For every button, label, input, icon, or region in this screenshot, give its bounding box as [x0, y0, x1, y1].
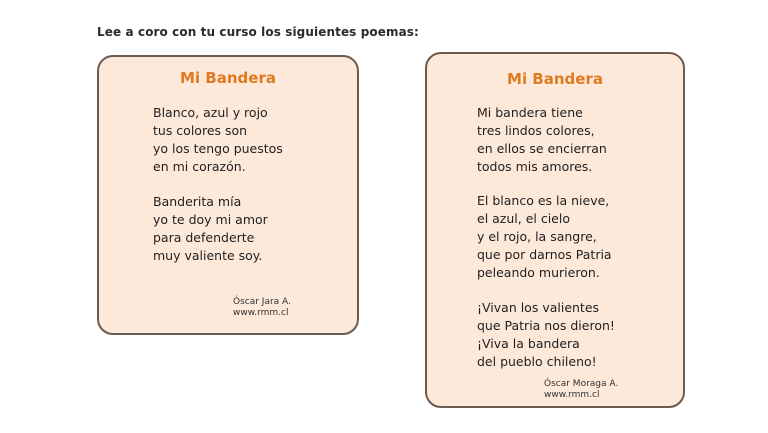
poem-credit [233, 297, 291, 319]
instruction-heading: Lee a coro con tu curso los siguientes poemas: [97, 25, 419, 39]
poem-verse: todos mis amores. [477, 159, 593, 174]
poem-verse: en ellos se encierran [477, 141, 607, 156]
poem-verse: El blanco es la nieve, [477, 193, 610, 208]
poem-verse: Banderita mía [153, 194, 242, 209]
poem-website: www.rmm.cl [544, 390, 600, 400]
poem-verse: del pueblo chileno! [477, 354, 597, 369]
poem-verse: yo los tengo puestos [153, 141, 283, 156]
poem-card-left [97, 55, 359, 335]
poem-verse: en mi corazón. [153, 159, 246, 174]
poem-verse: muy valiente soy. [153, 248, 263, 263]
poem-stanza-3 [477, 299, 615, 371]
poem-stanza-2 [477, 192, 612, 282]
poem-verse: y el rojo, la sangre, [477, 229, 597, 244]
poem-title: Mi Bandera [180, 69, 276, 87]
poem-verse: peleando murieron. [477, 265, 600, 280]
poem-verse: que Patria nos dieron! [477, 318, 615, 333]
poem-verse: ¡Vivan los valientes [477, 300, 600, 315]
poem-title: Mi Bandera [507, 70, 603, 88]
poem-card-right [425, 52, 685, 408]
poem-verse: que por darnos Patria [477, 247, 612, 262]
poem-verse: ¡Viva la bandera [477, 336, 580, 351]
poem-verse: el azul, el cielo [477, 211, 570, 226]
poem-website: www.rmm.cl [233, 308, 289, 318]
poem-verse: yo te doy mi amor [153, 212, 268, 227]
poem-credit [544, 379, 618, 401]
poem-verse: para defenderte [153, 230, 255, 245]
poem-stanza-1 [477, 104, 607, 176]
poem-stanza-1 [153, 104, 283, 176]
poem-verse: Blanco, azul y rojo [153, 105, 268, 120]
poem-stanza-2 [153, 193, 268, 265]
poem-verse: Mi bandera tiene [477, 105, 583, 120]
poem-author: Óscar Moraga A. [544, 379, 619, 389]
poem-author: Óscar Jara A. [233, 297, 291, 307]
poem-verse: tres lindos colores, [477, 123, 595, 138]
poem-verse: tus colores son [153, 123, 248, 138]
